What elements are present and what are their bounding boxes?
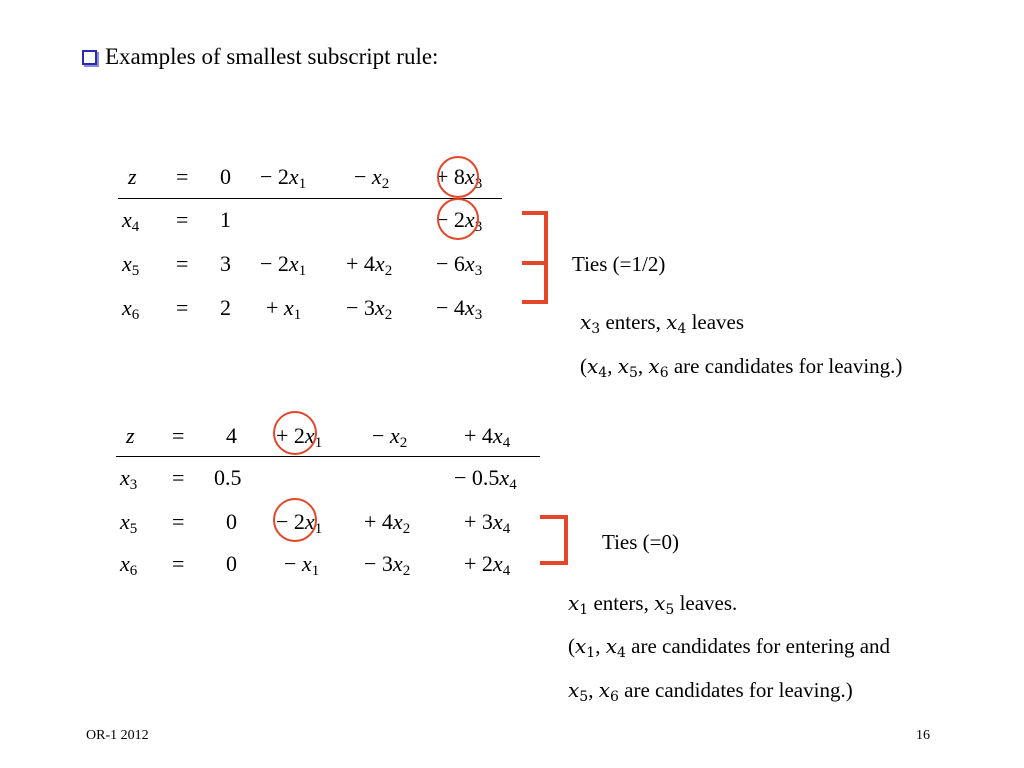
t1-r0-c3: + $8x_3$ (436, 164, 483, 192)
t1-r2-var: $x_5$ (122, 251, 140, 279)
t1-r0-c1: − $2x_1$ (260, 164, 307, 192)
page-number: 16 (916, 728, 930, 743)
tableau-2-note-1: $x_1$ enters, $x_5$ leaves. (568, 591, 738, 618)
checkbox-bullet-icon (82, 50, 97, 65)
tableau-1-note-2: ($x_4$, $x_5$, $x_6$ are candidates for leaving.) (580, 354, 903, 381)
t2-r3-var: $x_6$ (120, 551, 138, 579)
t2-r0-rhs: 4 (226, 423, 237, 448)
t1-r3-eq: = (176, 295, 189, 320)
t2-r2-eq: = (172, 509, 185, 534)
t1-r3-c1: + $x_1$ (266, 295, 302, 323)
t1-r3-c3: − $4x_3$ (436, 295, 483, 323)
t1-r1-rhs: 1 (220, 207, 231, 232)
t2-r0-var: z (126, 423, 135, 448)
tableau-1-note-1: $x_3$ enters, $x_4$ leaves (580, 310, 745, 337)
t2-r3-c3: + $2x_4$ (464, 551, 511, 579)
tableau-2-note-2: ($x_1$, $x_4$ are candidates for entering and (568, 634, 891, 661)
t1-r3-rhs: 2 (220, 295, 231, 320)
t1-r3-var: $x_6$ (122, 295, 140, 323)
t2-r0-eq: = (172, 423, 185, 448)
t1-r1-c3: − $2x_3$ (436, 207, 483, 235)
tableau-1-ties-bracket (522, 211, 548, 304)
t2-r1-rhs: 0.5 (214, 465, 242, 490)
t2-r0-c3: + $4x_4$ (464, 423, 511, 451)
t2-r2-var: $x_5$ (120, 509, 138, 537)
tableau-1-leaving-circle (437, 198, 479, 240)
t1-r2-rhs: 3 (220, 251, 231, 276)
tableau-1-ties-tick (522, 261, 548, 265)
t1-r3-c2: − $3x_2$ (346, 295, 393, 323)
t2-r1-c3: − $0.5x_4$ (454, 465, 517, 493)
t1-r2-c1: − $2x_1$ (260, 251, 307, 279)
t2-r2-c1: − $2x_1$ (276, 509, 323, 537)
t2-r0-c2: − $x_2$ (372, 423, 408, 451)
tableau-2-leaving-circle (273, 498, 317, 542)
tableau-1-ties-label: Ties (=1/2) (572, 252, 666, 276)
t1-r1-var: $x_4$ (122, 207, 140, 235)
t2-r2-c3: + $3x_4$ (464, 509, 511, 537)
t1-r0-c2: − $x_2$ (354, 164, 390, 192)
tableau-2-entering-circle (273, 411, 317, 455)
t1-r0-var: z (128, 164, 137, 189)
t2-r3-c1: − $x_1$ (284, 551, 320, 579)
t1-r2-eq: = (176, 251, 189, 276)
tableau-2-divider (116, 456, 540, 457)
t1-r0-rhs: 0 (220, 164, 231, 189)
t2-r1-eq: = (172, 465, 185, 490)
tableau-2-ties-bracket (540, 515, 568, 565)
tableau-1-entering-circle (437, 156, 479, 198)
t2-r3-c2: − $3x_2$ (364, 551, 411, 579)
t1-r0-eq: = (176, 164, 189, 189)
slide-title (82, 44, 438, 70)
t2-r2-rhs: 0 (226, 509, 237, 534)
t2-r3-eq: = (172, 551, 185, 576)
t2-r3-rhs: 0 (226, 551, 237, 576)
t2-r1-var: $x_3$ (120, 465, 138, 493)
tableau-1-divider (118, 198, 502, 199)
t1-r2-c3: − $6x_3$ (436, 251, 483, 279)
title-text: Examples of smallest subscript rule: (105, 44, 439, 69)
t1-r2-c2: + $4x_2$ (346, 251, 393, 279)
tableau-2-ties-label: Ties (=0) (602, 530, 679, 554)
t2-r0-c1: + $2x_1$ (276, 423, 323, 451)
t2-r2-c2: + $4x_2$ (364, 509, 411, 537)
tableau-2-note-3: $x_5$, $x_6$ are candidates for leaving.) (568, 678, 853, 705)
footer-course: OR-1 2012 (86, 728, 149, 743)
t1-r1-eq: = (176, 207, 189, 232)
